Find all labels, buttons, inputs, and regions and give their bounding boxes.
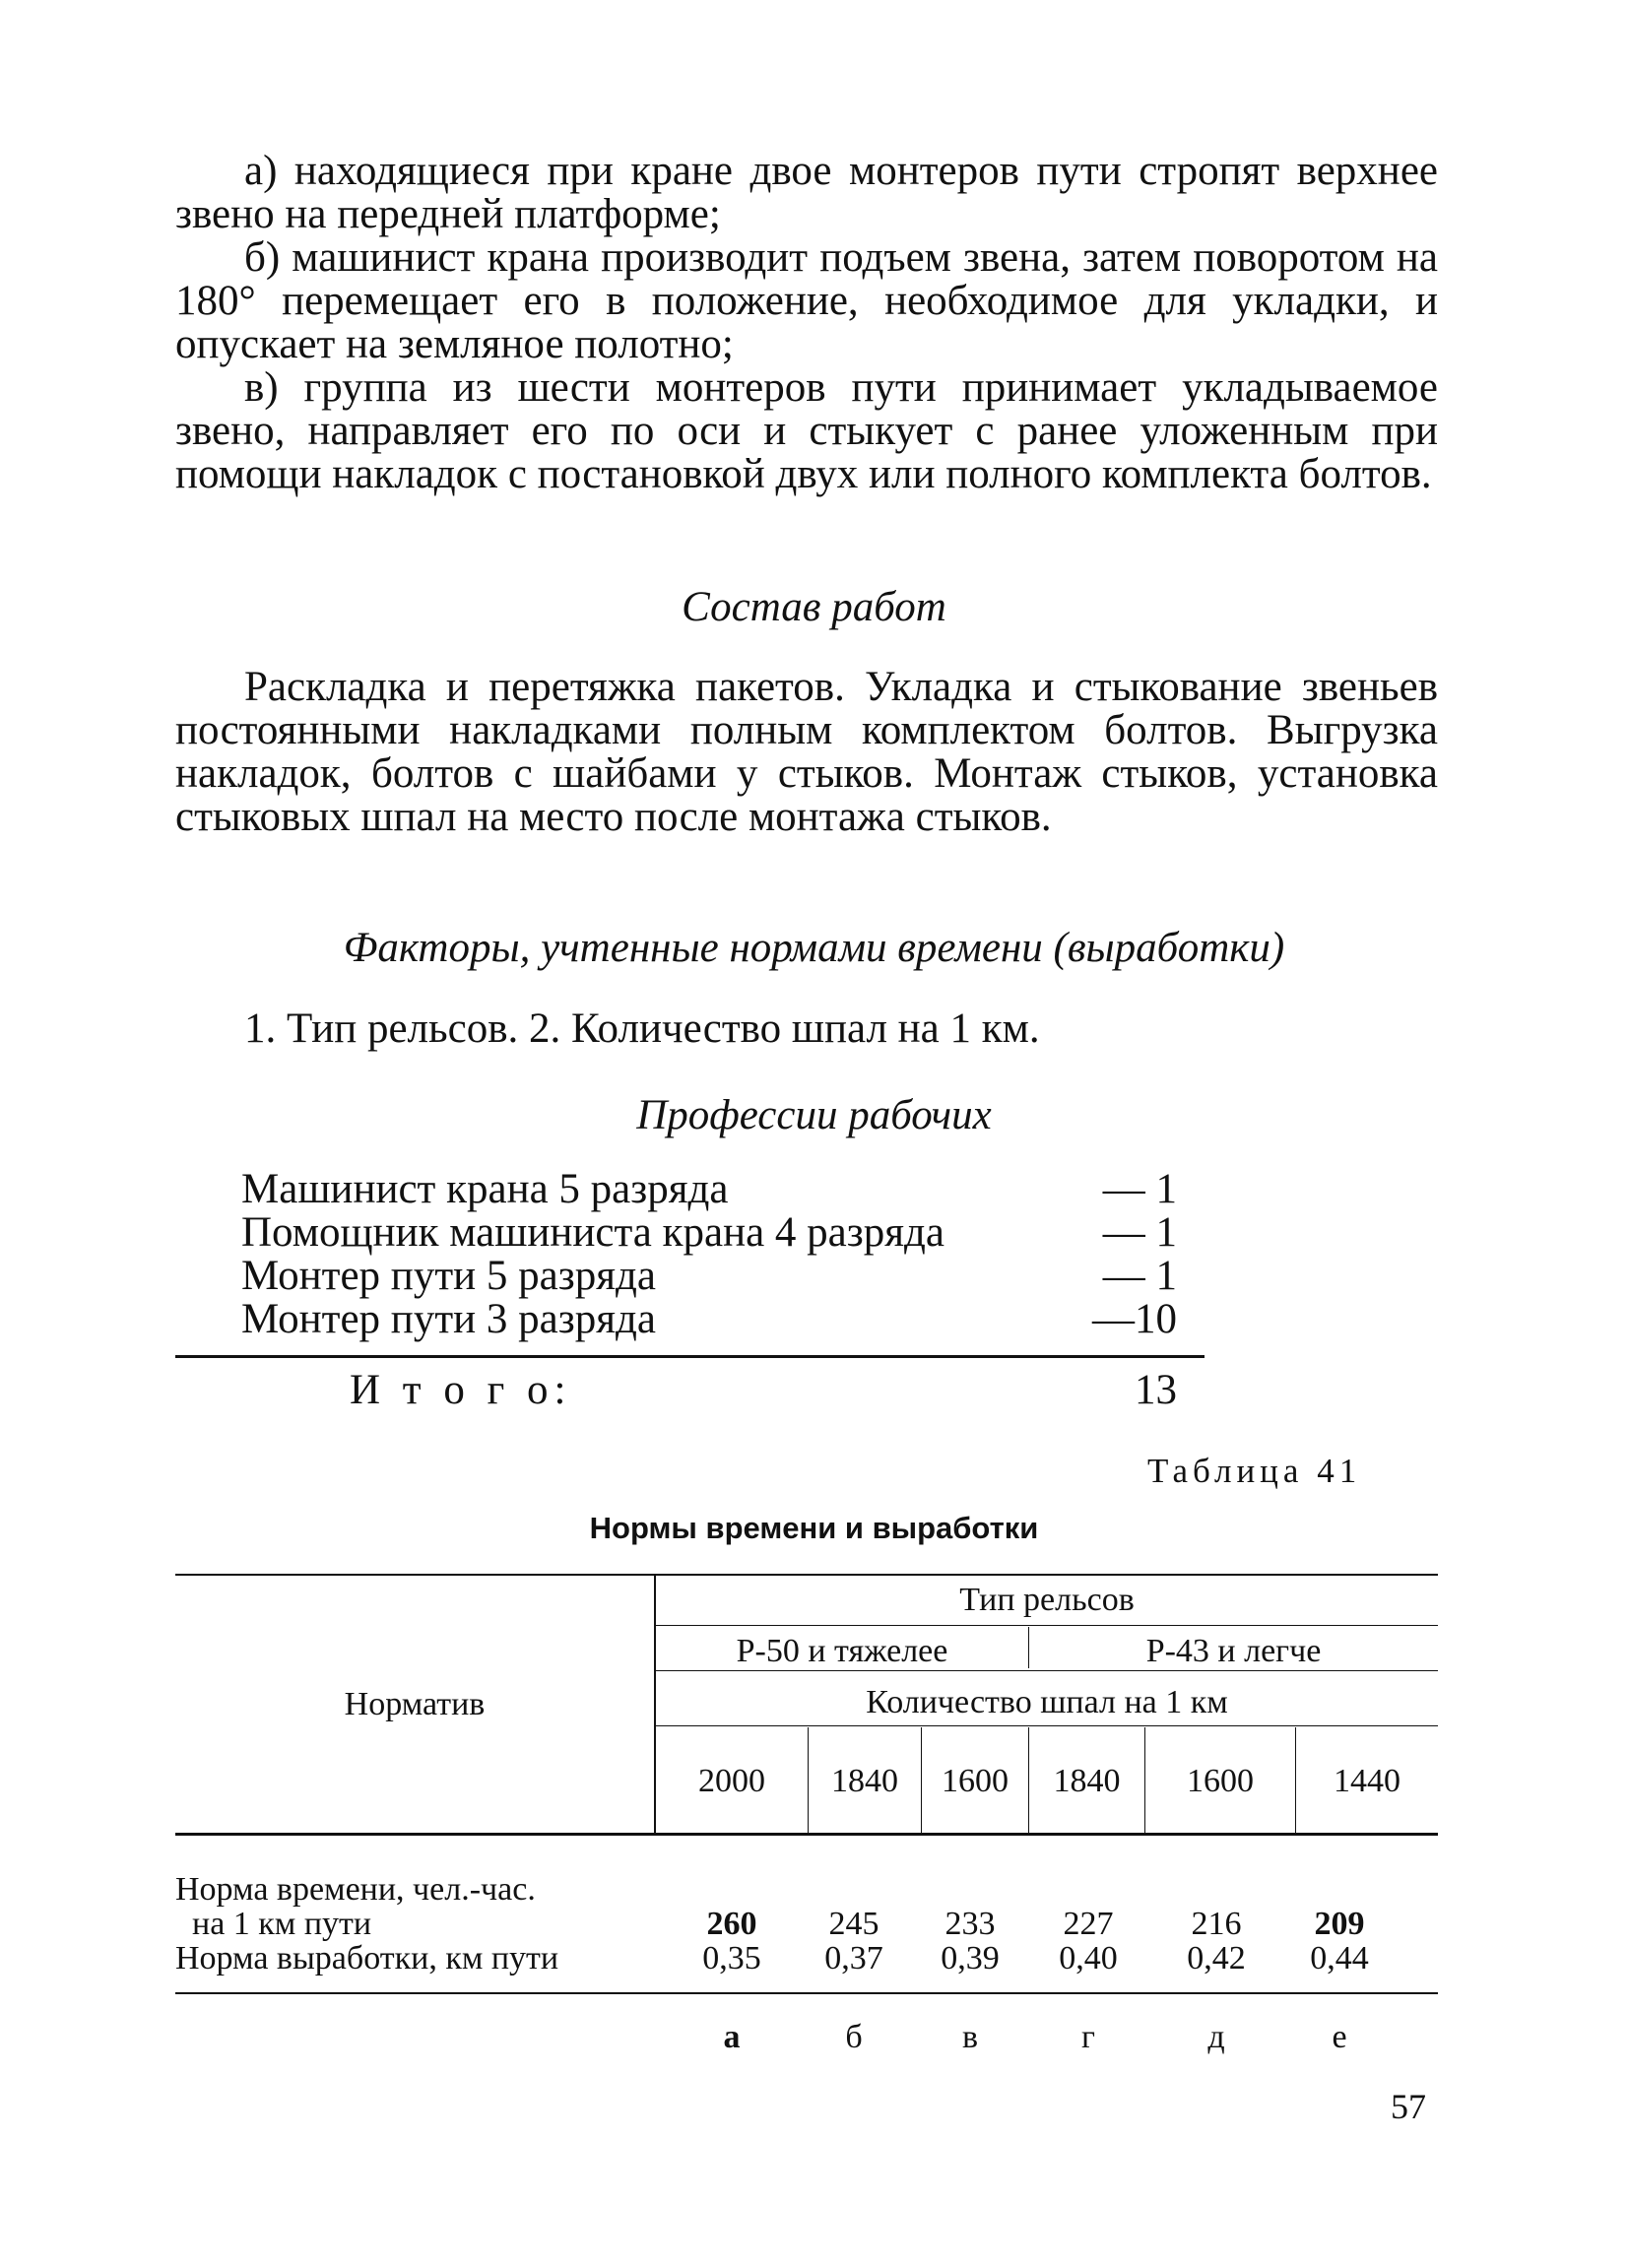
table-cell: 0,35 (702, 1940, 761, 1976)
row-time-label-cont: на 1 км пути (192, 1906, 372, 1942)
page-number: 57 (1391, 2087, 1426, 2126)
composition-paragraph: Раскладка и перетяжка пакетов. Укладка и стыкование звеньев постоянными накладками полным комплектом болтов. Выгрузка накладок, болтов с шайбами у стыков. Монтаж стыков, установка стыковых шпал на место после монтажа стыков. (175, 664, 1438, 840)
column-letter: е (1332, 2019, 1347, 2055)
row-output-label: Норма выработки, км пути (175, 1940, 559, 1976)
profession-name: Помощник машиниста крана 4 разряда (241, 1209, 944, 1256)
table-cell: 0,37 (824, 1940, 883, 1976)
column-header: 1600 (942, 1763, 1009, 1799)
header-rule-1 (656, 1625, 1438, 1626)
intro-item-v: в) группа из шести монтеров пути принимает укладываемое звено, направляет его по оси и стыкует с ранее уложенным при помощи накладок с постановкой двух или полного комплекта болтов. (175, 364, 1438, 497)
profession-count: — 1 (1102, 1166, 1177, 1212)
table-top-rule (175, 1574, 1438, 1576)
header-group-light: Р-43 и легче (1145, 1633, 1322, 1669)
column-letter: д (1207, 2019, 1225, 2055)
header-rule-3 (656, 1725, 1438, 1726)
table-cell: 209 (1314, 1906, 1365, 1942)
profession-name: Монтер пути 3 разряда (241, 1296, 656, 1342)
header-sleepers: Количество шпал на 1 км (866, 1684, 1228, 1720)
column-letter: в (961, 2019, 979, 2055)
profession-row (241, 1255, 1177, 1298)
profession-count: — 1 (1102, 1209, 1177, 1256)
table-cell: 0,40 (1059, 1940, 1118, 1976)
composition-text (175, 666, 1438, 839)
profession-name: Монтер пути 5 разряда (241, 1253, 656, 1299)
table-cell: 233 (944, 1906, 996, 1942)
intro-item-b: б) машинист крана производит подъем звена, затем поворотом на 180° перемещает его в положение, необходимое для укладки, и опускает на земляное полотно; (175, 234, 1438, 367)
total-row (350, 1369, 1177, 1412)
factors-heading: Факторы, учтенные нормами времени (выработки) (343, 925, 1285, 971)
header-rule-2 (656, 1670, 1438, 1671)
column-header: 1840 (831, 1763, 898, 1799)
composition-heading: Состав работ (682, 584, 946, 630)
column-header: 1440 (1334, 1763, 1400, 1799)
column-letter: г (1081, 2019, 1095, 2055)
table-header-bottom-rule (175, 1833, 1438, 1836)
profession-row (241, 1211, 1177, 1255)
table-bottom-rule (175, 1992, 1438, 1994)
intro-item-a: а) находящиеся при кране двое монтеров пути стропят верхнее звено на передней платформе; (175, 148, 1438, 237)
header-normative: Норматив (344, 1686, 486, 1722)
total-label: И т о г о: (350, 1367, 572, 1413)
header-group-heavy: Р-50 и тяжелее (736, 1633, 948, 1669)
intro-list (175, 150, 1438, 496)
profession-row (241, 1168, 1177, 1211)
table-cell: 245 (828, 1906, 879, 1942)
table-cell: 260 (706, 1906, 757, 1942)
profession-name: Машинист крана 5 разряда (241, 1166, 729, 1212)
table-cell: 216 (1191, 1906, 1242, 1942)
row-time-label: Норма времени, чел.-час. (175, 1871, 536, 1908)
profession-count: —10 (1092, 1296, 1177, 1342)
column-header: 1600 (1187, 1763, 1254, 1799)
total-divider (175, 1355, 1205, 1358)
header-rail-type: Тип рельсов (959, 1582, 1135, 1618)
table-cell: 0,44 (1310, 1940, 1369, 1976)
profession-row (241, 1298, 1177, 1341)
table-label: Таблица 41 (1147, 1452, 1362, 1490)
factors-text: 1. Тип рельсов. 2. Количество шпал на 1 км. (244, 1005, 1040, 1052)
table-title: Нормы времени и выработки (589, 1511, 1039, 1545)
column-header: 1840 (1053, 1763, 1121, 1799)
column-header: 2000 (698, 1763, 765, 1799)
table-cell: 0,39 (941, 1940, 1000, 1976)
professions-heading: Профессии рабочих (636, 1092, 992, 1138)
column-letter: а (723, 2019, 741, 2055)
column-letter: б (845, 2019, 863, 2055)
profession-count: — 1 (1102, 1253, 1177, 1299)
total-value: 13 (1135, 1367, 1177, 1413)
table-cell: 0,42 (1187, 1940, 1246, 1976)
table-cell: 227 (1063, 1906, 1114, 1942)
